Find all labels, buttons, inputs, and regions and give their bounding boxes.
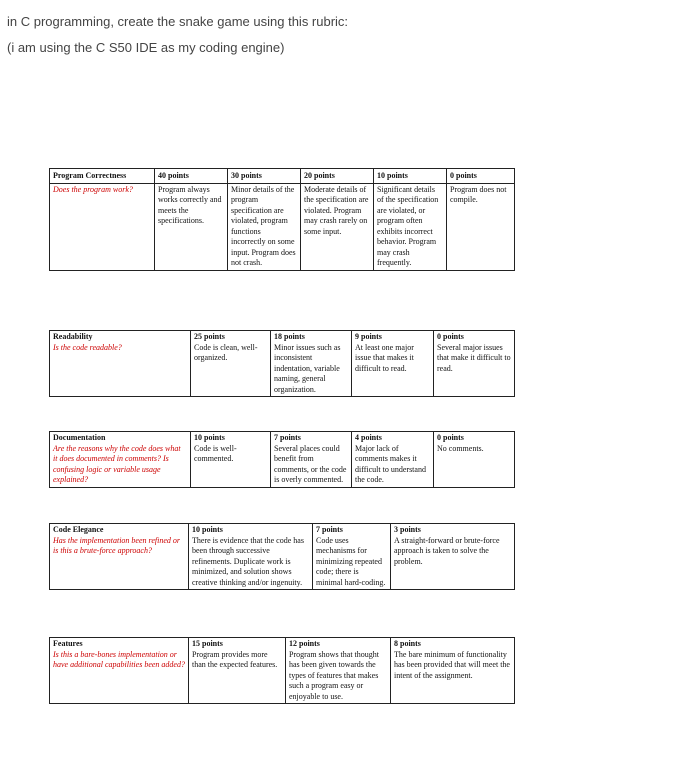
level-description: No comments.: [437, 443, 484, 453]
level-description: Code is well-commented.: [194, 443, 237, 463]
criterion-cell: [50, 524, 189, 590]
rubric-table-readability: [49, 330, 515, 397]
level-description: Several major issues that make it difficult to read.: [437, 342, 511, 373]
level-cell: [189, 524, 313, 590]
points-header: 8 points: [394, 639, 421, 648]
level-description: Several places could benefit from comments, or the code is overly commented.: [274, 443, 347, 484]
points-header: 18 points: [274, 332, 305, 341]
points-header: 30 points: [228, 169, 301, 184]
criterion-cell: [50, 638, 189, 704]
level-description: A straight-forward or brute-force approach is taken to solve the problem.: [394, 535, 500, 566]
criterion-cell: [50, 432, 191, 488]
criterion-title: Code Elegance: [53, 525, 104, 534]
level-description: Program always works correctly and meets the specifications.: [155, 183, 228, 270]
level-description: Moderate details of the specification are violated. Program may crash rarely on some input.: [301, 183, 374, 270]
question-line-2: (i am using the C S50 IDE as my coding engine): [7, 40, 285, 55]
criterion-title: Documentation: [53, 433, 106, 442]
criterion-title: Program Correctness: [50, 169, 155, 184]
level-description: Program does not compile.: [447, 183, 515, 270]
points-header: 40 points: [155, 169, 228, 184]
level-description: There is evidence that the code has been through successive refinements. Duplicate work is minimized, and solution shows creative thinking and/or ingenuity.: [192, 535, 304, 587]
level-description: The bare minimum of functionality has been provided that will meet the intent of the assignment.: [394, 649, 510, 680]
points-header: 15 points: [192, 639, 223, 648]
criterion-question-text: Is this a bare-bones implementation or have additional capabilities been added?: [53, 649, 185, 669]
question-line-1: in C programming, create the snake game using this rubric:: [7, 14, 349, 29]
level-cell: [313, 524, 391, 590]
criterion-question: [50, 183, 155, 270]
level-description: Minor issues such as inconsistent indentation, variable naming, general organization.: [274, 342, 341, 394]
points-header: 9 points: [355, 332, 382, 341]
level-description: Code uses mechanisms for minimizing repeated code; there is minimal hard-coding.: [316, 535, 386, 587]
level-description: Significant details of the specification are violated, or program often exhibits incorrect behavior. Program may crash frequently.: [374, 183, 447, 270]
points-header: 0 points: [437, 332, 464, 341]
level-cell: [352, 432, 434, 488]
level-description: Program provides more than the expected features.: [192, 649, 278, 669]
level-description: Major lack of comments makes it difficult to understand the code.: [355, 443, 426, 484]
level-cell: [434, 432, 515, 488]
level-cell: [434, 331, 515, 397]
rubric-table-documentation: [49, 431, 515, 488]
level-description: Program shows that thought has been given towards the types of features that makes such a program easy or enjoyable to use.: [289, 649, 379, 701]
level-description: Code is clean, well-organized.: [194, 342, 258, 362]
level-description: At least one major issue that makes it difficult to read.: [355, 342, 414, 373]
points-header: 7 points: [274, 433, 301, 442]
points-header: 10 points: [194, 433, 225, 442]
level-cell: [352, 331, 434, 397]
level-cell: [271, 432, 352, 488]
criterion-cell: [50, 331, 191, 397]
points-header: 0 points: [437, 433, 464, 442]
level-cell: [286, 638, 391, 704]
points-header: 0 points: [447, 169, 515, 184]
criterion-title: Readability: [53, 332, 93, 341]
points-header: 7 points: [316, 525, 343, 534]
level-cell: [391, 524, 515, 590]
level-cell: [191, 432, 271, 488]
criterion-title: Features: [53, 639, 83, 648]
points-header: 10 points: [374, 169, 447, 184]
points-header: 12 points: [289, 639, 320, 648]
level-cell: [271, 331, 352, 397]
criterion-question-text: Are the reasons why the code does what it does documented in comments? Is confusing logic or variable usage explained?: [53, 443, 181, 484]
criterion-question-text: Is the code readable?: [53, 342, 122, 352]
criterion-question-text: Has the implementation been refined or is this a brute-force approach?: [53, 535, 181, 555]
level-cell: [191, 331, 271, 397]
rubric-table-elegance: [49, 523, 515, 590]
points-header: 20 points: [301, 169, 374, 184]
rubric-table-correctness: [49, 168, 515, 271]
criterion-question-text: Does the program work?: [53, 184, 133, 194]
rubric-table-features: [49, 637, 515, 704]
points-header: 3 points: [394, 525, 421, 534]
level-cell: [391, 638, 515, 704]
level-cell: [189, 638, 286, 704]
points-header: 10 points: [192, 525, 223, 534]
level-description: Minor details of the program specification are violated, program functions incorrectly on some input. Program does not crash.: [228, 183, 301, 270]
points-header: 4 points: [355, 433, 382, 442]
points-header: 25 points: [194, 332, 225, 341]
